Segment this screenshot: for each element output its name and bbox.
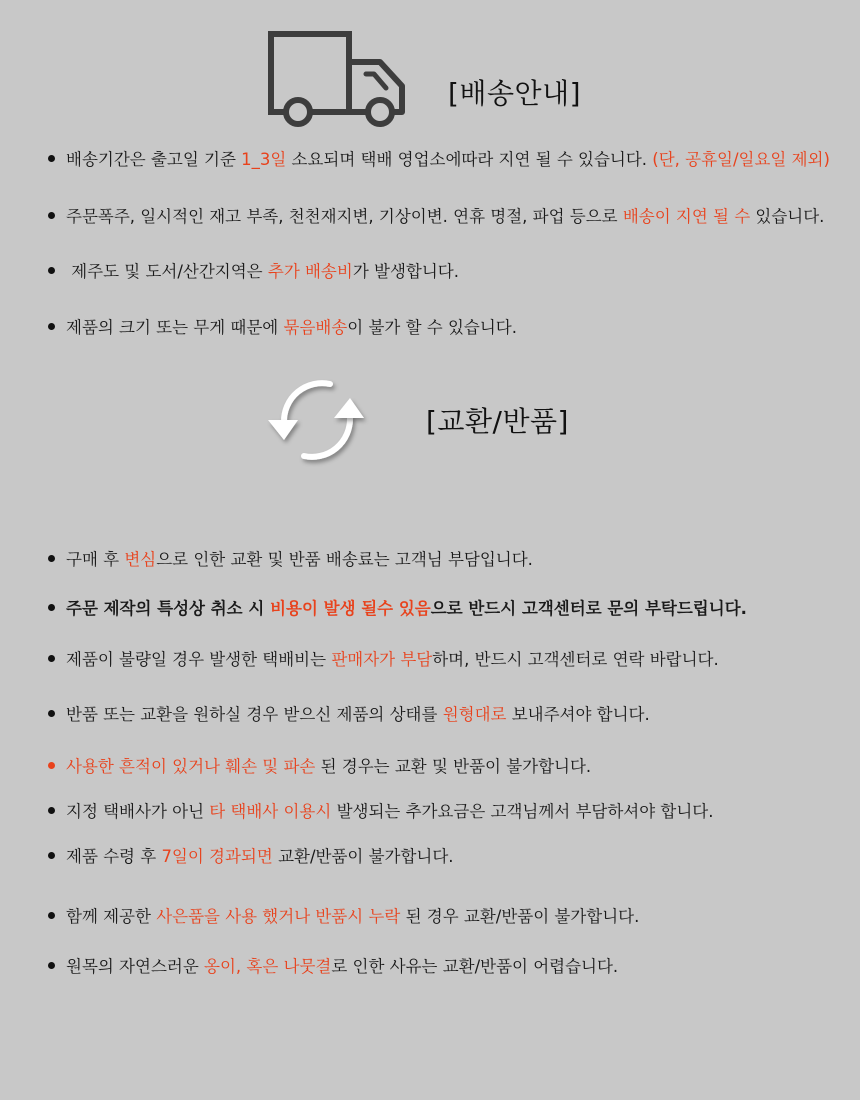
returns-title: [교환/반품] [426,405,569,438]
bullet-dot [48,604,55,611]
returns-item-2: 주문 제작의 특성상 취소 시 비용이 발생 될수 있음으로 반드시 고객센터로 문의 부탁드립니다. [48,597,842,621]
shipping-item-4: 제품의 크기 또는 무게 때문에 묶음배송이 불가 할 수 있습니다. [48,316,842,340]
bullet-dot [48,762,55,769]
returns-item-5: 사용한 흔적이 있거나 훼손 및 파손 된 경우는 교환 및 반품이 불가합니다. [48,755,842,779]
shipping-item-3: 제주도 및 도서/산간지역은 추가 배송비가 발생합니다. [48,260,842,284]
shipping-title: [배송안내] [448,77,582,110]
bullet-dot [48,267,55,274]
bullet-dot [48,710,55,717]
bullet-dot [48,212,55,219]
bullet-dot [48,323,55,330]
returns-item-9: 원목의 자연스러운 옹이, 혹은 나뭇결로 인한 사유는 교환/반품이 어렵습니다. [48,955,842,979]
bullet-dot [48,555,55,562]
returns-item-7: 제품 수령 후 7일이 경과되면 교환/반품이 불가합니다. [48,845,842,869]
bullet-dot [48,962,55,969]
returns-item-8: 함께 제공한 사은품을 사용 했거나 반품시 누락 된 경우 교환/반품이 불가합니다. [48,905,842,929]
refresh-arrows-icon [262,370,372,470]
returns-item-3: 제품이 불량일 경우 발생한 택배비는 판매자가 부담하며, 반드시 고객센터로 연락 바랍니다. [48,648,842,672]
bullet-dot [48,155,55,162]
bullet-dot [48,912,55,919]
returns-item-4: 반품 또는 교환을 원하실 경우 받으신 제품의 상태를 원형대로 보내주셔야 합니다. [48,703,842,727]
shipping-item-1: 배송기간은 출고일 기준 1_3일 소요되며 택배 영업소에따라 지연 될 수 있습니다. (단, 공휴일/일요일 제외) [48,148,842,172]
shipping-item-2: 주문폭주, 일시적인 재고 부족, 천천재지변, 기상이변. 연휴 명절, 파업 등으로 배송이 지연 될 수 있습니다. [48,205,842,229]
bullet-dot [48,807,55,814]
bullet-dot [48,655,55,662]
truck-icon [262,28,412,130]
returns-item-1: 구매 후 변심으로 인한 교환 및 반품 배송료는 고객님 부담입니다. [48,548,842,572]
bullet-dot [48,852,55,859]
returns-item-6: 지정 택배사가 아닌 타 택배사 이용시 발생되는 추가요금은 고객님께서 부담하셔야 합니다. [48,800,842,824]
